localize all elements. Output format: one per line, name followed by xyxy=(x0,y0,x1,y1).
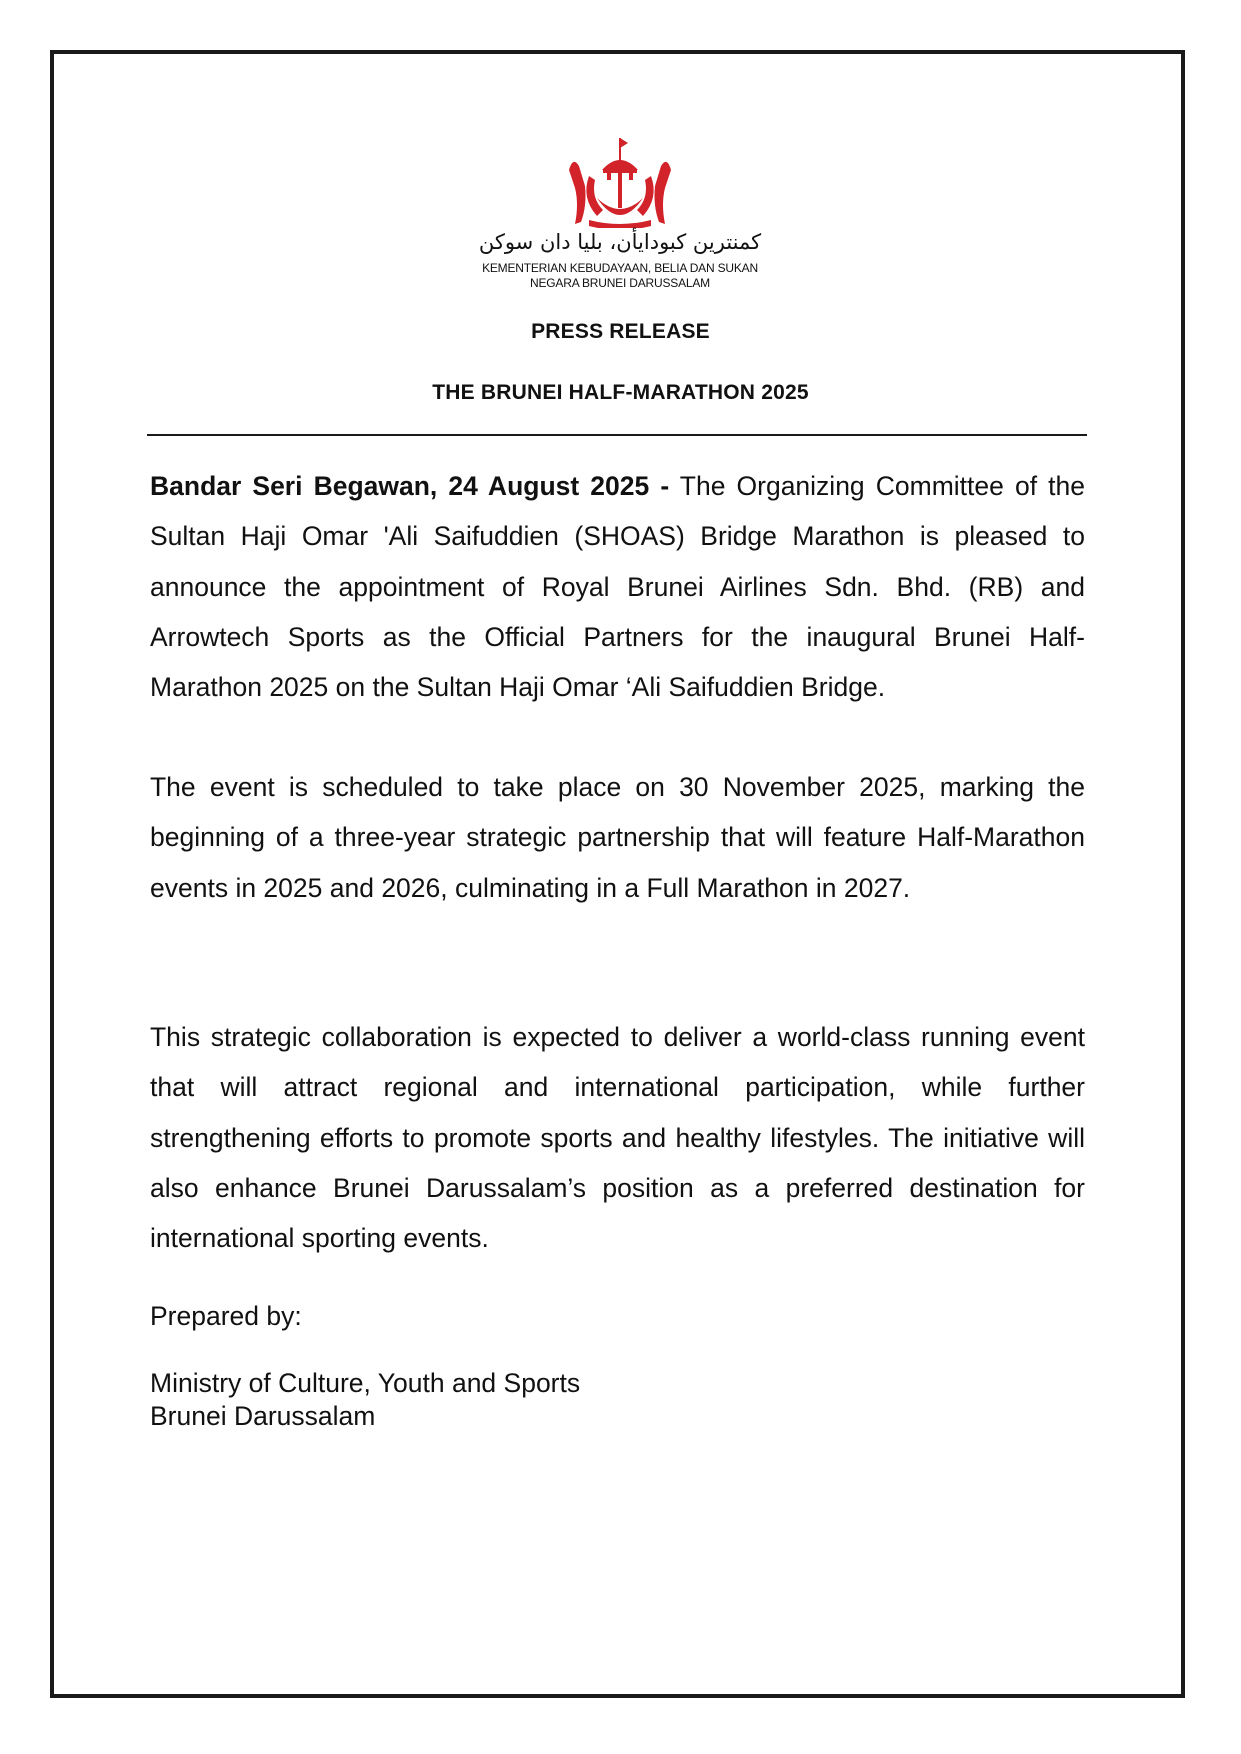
document-title: THE BRUNEI HALF-MARATHON 2025 xyxy=(432,381,809,404)
press-release-label: PRESS RELEASE xyxy=(531,320,710,343)
brunei-state-crest-icon xyxy=(567,136,673,228)
paragraph-1 xyxy=(150,461,1085,712)
paragraph-2: The event is scheduled to take place on 30 November 2025, marking the beginning of a three-year strategic partnership that will feature Half-Marathon events in 2025 and 2026, culminating in a Full Marathon in 2027. xyxy=(150,772,1085,903)
signoff-block xyxy=(150,1367,580,1433)
paragraph-3: This strategic collaboration is expected to deliver a world-class running event that will attract regional and international participation, while further strengthening efforts to promote sports and healthy lifestyles. The initiative will also enhance Brunei Darussalam’s position as a preferred destination for international sporting events. xyxy=(150,1022,1085,1254)
prepared-by-label: Prepared by: xyxy=(150,1301,302,1331)
ministry-name-line2: NEGARA BRUNEI DARUSSALAM xyxy=(530,276,710,290)
paragraph-1-text: The Organizing Committee of the Sultan Haji Omar 'Ali Saifuddien (SHOAS) Bridge Marathon is pleased to announce the appointment of Royal Brunei Airlines Sdn. Bhd. (RB) and Arrowtech Sports as the Official Partners for the inaugural Brunei Half-Marathon 2025 on the Sultan Haji Omar ‘Ali Saifuddien Bridge. xyxy=(150,471,1085,703)
header-divider xyxy=(147,434,1087,436)
ministry-name-line1: KEMENTERIAN KEBUDAYAAN, BELIA DAN SUKAN xyxy=(482,261,758,275)
dateline: Bandar Seri Begawan, 24 August 2025 - xyxy=(150,471,670,501)
crest-shapes xyxy=(569,138,671,228)
signoff-organisation: Ministry of Culture, Youth and Sports xyxy=(150,1368,581,1398)
ministry-name xyxy=(420,261,820,291)
signoff-country: Brunei Darussalam xyxy=(150,1401,376,1431)
ministry-name-jawi: كمنترين كبودايأن، بليا دان سوكن xyxy=(478,230,762,254)
